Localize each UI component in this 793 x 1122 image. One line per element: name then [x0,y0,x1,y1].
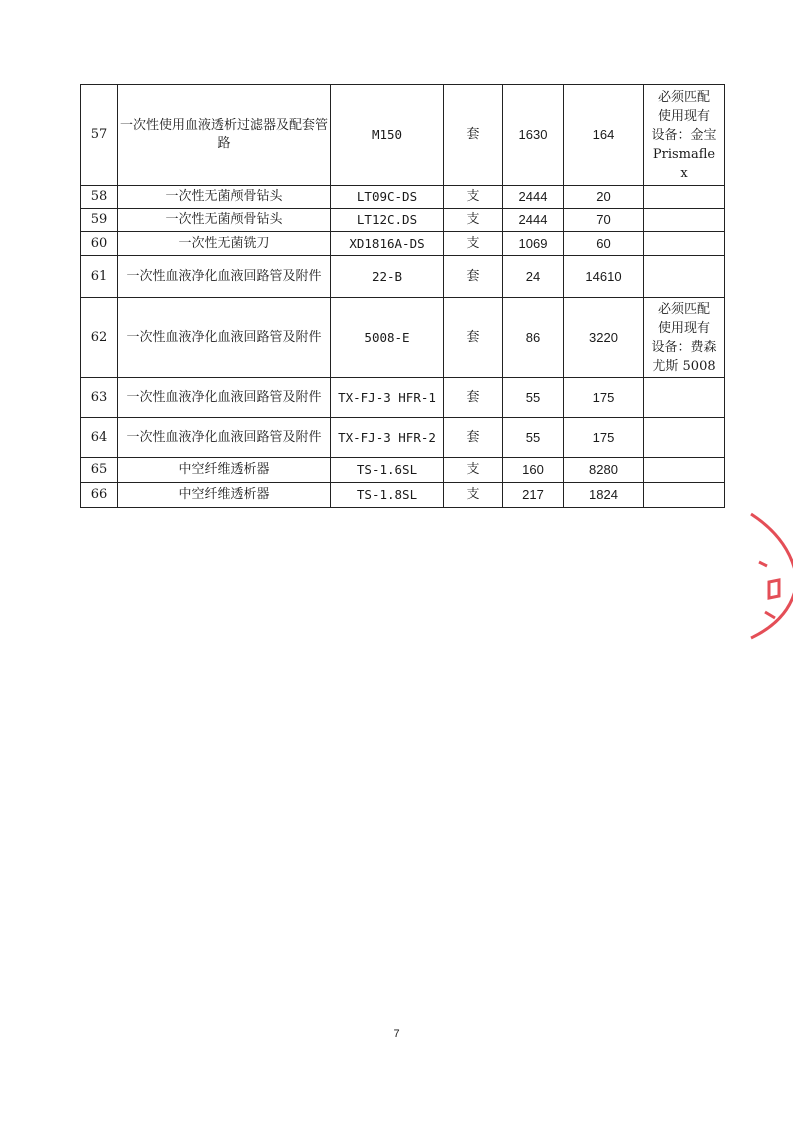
price: 60 [564,232,644,256]
model-spec: TS-1.6SL [331,458,444,483]
model-spec: TS-1.8SL [331,483,444,508]
price: 14610 [564,256,644,298]
items-table [80,84,725,508]
table-row [81,85,725,186]
table-row [81,298,725,378]
unit: 支 [444,186,503,209]
quantity: 2444 [503,186,564,209]
row-number: 59 [81,209,118,232]
table-row [81,418,725,458]
quantity: 160 [503,458,564,483]
product-name: 一次性血液净化血液回路管及附件 [118,378,331,418]
remark [644,483,725,508]
remark [644,378,725,418]
product-name: 一次性使用血液透析过滤器及配套管路 [118,85,331,186]
table-row [81,186,725,209]
quantity: 86 [503,298,564,378]
table-row [81,209,725,232]
row-number: 61 [81,256,118,298]
model-spec: XD1816A-DS [331,232,444,256]
row-number: 63 [81,378,118,418]
remark: 必须匹配 使用现有 设备：金宝 Prismafle x [644,85,725,186]
quantity: 24 [503,256,564,298]
price: 8280 [564,458,644,483]
model-spec: M150 [331,85,444,186]
red-seal-stamp [745,500,793,650]
remark [644,256,725,298]
unit: 套 [444,418,503,458]
product-name: 一次性无菌颅骨钻头 [118,186,331,209]
remark [644,232,725,256]
price: 3220 [564,298,644,378]
remark [644,418,725,458]
row-number: 57 [81,85,118,186]
unit: 支 [444,209,503,232]
remark: 必须匹配 使用现有 设备：费森 尤斯 5008 [644,298,725,378]
product-name: 中空纤维透析器 [118,483,331,508]
row-number: 58 [81,186,118,209]
quantity: 1069 [503,232,564,256]
unit: 套 [444,298,503,378]
price: 175 [564,418,644,458]
row-number: 66 [81,483,118,508]
price: 70 [564,209,644,232]
price: 164 [564,85,644,186]
remark [644,458,725,483]
row-number: 62 [81,298,118,378]
row-number: 60 [81,232,118,256]
product-name: 一次性无菌颅骨钻头 [118,209,331,232]
unit: 套 [444,378,503,418]
price: 175 [564,378,644,418]
remark [644,186,725,209]
unit: 套 [444,256,503,298]
table-row [81,378,725,418]
product-name: 一次性血液净化血液回路管及附件 [118,256,331,298]
table-row [81,483,725,508]
table-row [81,256,725,298]
product-name: 中空纤维透析器 [118,458,331,483]
model-spec: LT09C-DS [331,186,444,209]
table-row [81,458,725,483]
remark [644,209,725,232]
unit: 支 [444,232,503,256]
unit: 支 [444,483,503,508]
unit: 套 [444,85,503,186]
model-spec: TX-FJ-3 HFR-1 [331,378,444,418]
unit: 支 [444,458,503,483]
quantity: 217 [503,483,564,508]
row-number: 65 [81,458,118,483]
row-number: 64 [81,418,118,458]
quantity: 2444 [503,209,564,232]
model-spec: LT12C.DS [331,209,444,232]
model-spec: 22-B [331,256,444,298]
quantity: 55 [503,418,564,458]
price: 20 [564,186,644,209]
model-spec: 5008-E [331,298,444,378]
product-name: 一次性血液净化血液回路管及附件 [118,298,331,378]
product-name: 一次性无菌铣刀 [118,232,331,256]
quantity: 55 [503,378,564,418]
product-name: 一次性血液净化血液回路管及附件 [118,418,331,458]
quantity: 1630 [503,85,564,186]
price: 1824 [564,483,644,508]
table-row [81,232,725,256]
page-number: 7 [393,1028,400,1040]
model-spec: TX-FJ-3 HFR-2 [331,418,444,458]
